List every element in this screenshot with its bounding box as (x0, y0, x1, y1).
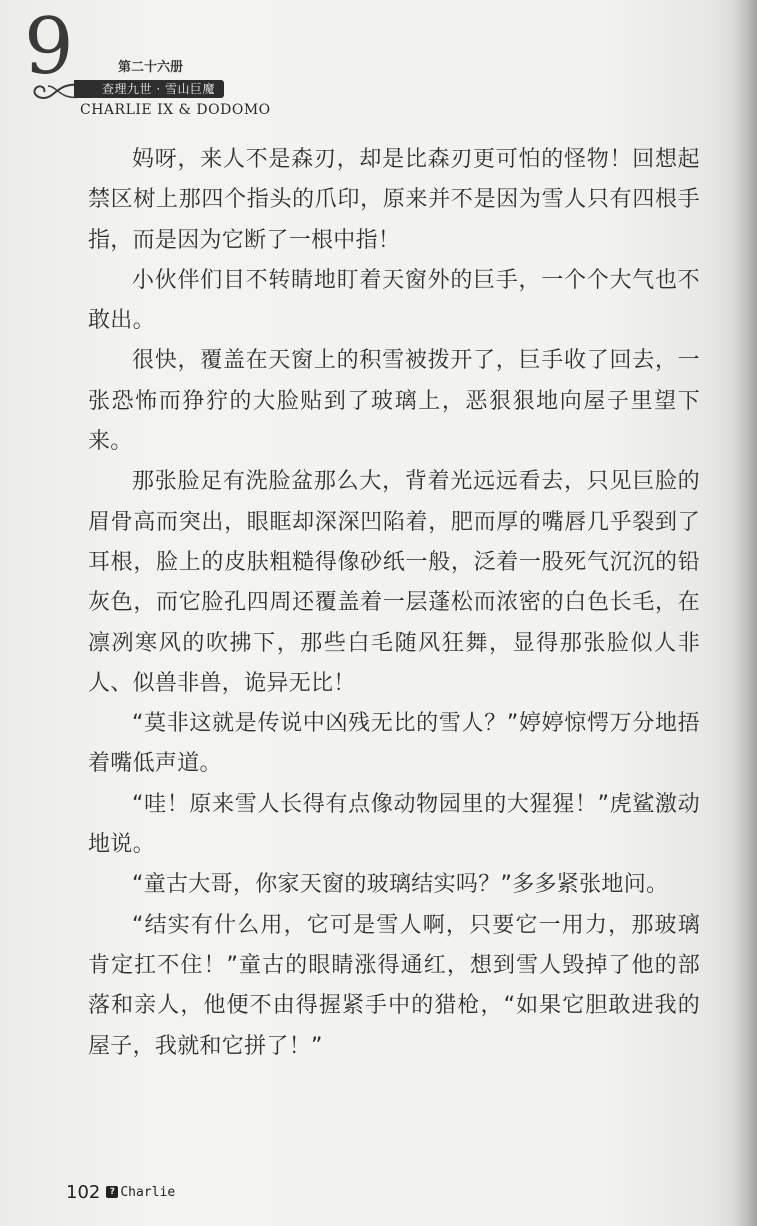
series-number: 9 (24, 2, 72, 92)
paragraph: 妈呀，来人不是森刃，却是比森刃更可怕的怪物！回想起禁区树上那四个指头的爪印，原来并不是因为雪人只有四根手指，而是因为它断了一根中指！ (88, 147, 700, 253)
page-number: 102 (66, 1181, 101, 1203)
page-footer (66, 1180, 175, 1204)
page-edge-shadow (733, 0, 757, 1226)
paragraph: 那张脸足有洗脸盆那么大，背着光远远看去，只见巨脸的眉骨高而突出，眼眶却深深凹陷着，肥而厚的嘴唇几乎裂到了耳根，脸上的皮肤粗糙得像砂纸一般，泛着一股死气沉沉的铅灰色，而它脸孔四周还覆盖着一层蓬松而浓密的白色长毛，在凛冽寒风的吹拂下，那些白毛随风狂舞，显得那张脸似人非人、似兽非兽，诡异无比！ (88, 469, 700, 696)
paragraph: 很快，覆盖在天窗上的积雪被拨开了，巨手收了回去，一张恐怖而狰狞的大脸贴到了玻璃上，恶狠狠地向屋子里望下来。 (88, 348, 700, 455)
charlie-logo-icon: ? (106, 1186, 118, 1198)
paragraph: “哇！原来雪人长得有点像动物园里的大猩猩！”虎鲨激动地说。 (88, 791, 700, 858)
series-name: CHARLIE IX & DODOMO (80, 102, 271, 118)
paragraph: “莫非这就是传说中凶残无比的雪人？”婷婷惊愕万分地捂着嘴低声道。 (88, 711, 700, 777)
running-header (14, 2, 314, 118)
paragraph: “童古大哥，你家天窗的玻璃结实吗？”多多紧张地问。 (132, 872, 669, 898)
footer-brand: Charlie (120, 1184, 176, 1200)
paragraph: “结实有什么用，它可是雪人啊，只要它一用力，那玻璃肯定扛不住！”童古的眼睛涨得通红，想到雪人毁掉了他的部落和亲人，他便不由得握紧手中的猎枪，“如果它胆敢进我的屋子，我就和它拼了！” (88, 912, 700, 1059)
body-text (88, 140, 700, 1067)
volume-label: 第二十六册 (118, 60, 184, 75)
book-title: 查理九世 · 雪山巨魔 (102, 82, 215, 96)
paragraph: 小伙伴们目不转睛地盯着天窗外的巨手，一个个大气也不敢出。 (88, 267, 700, 334)
